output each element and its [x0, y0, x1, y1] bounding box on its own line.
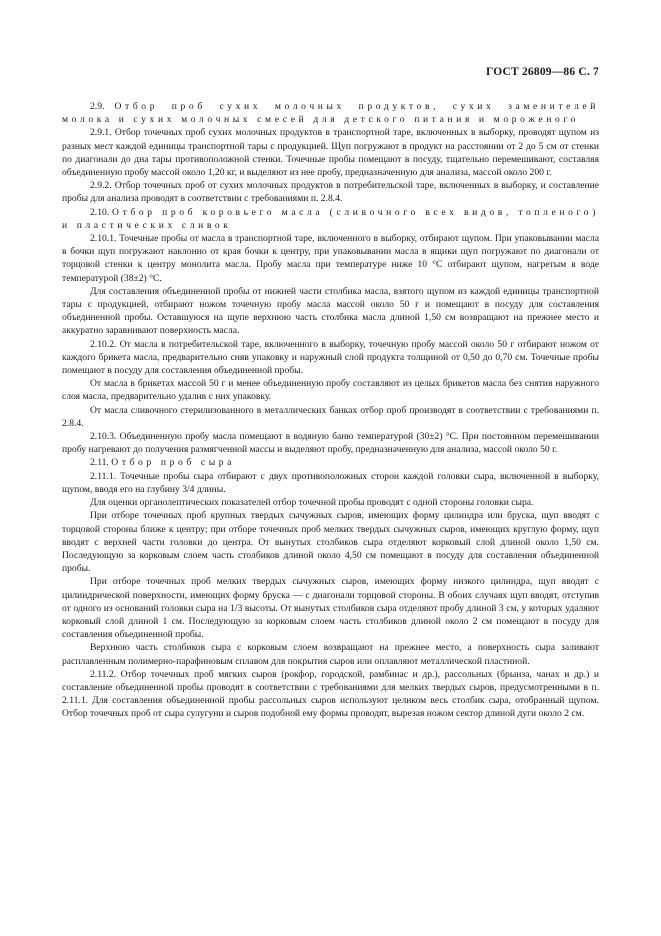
section-title: Отбор проб коровьего масла (сливочного всех видов, топленого) и пластических сливок	[62, 206, 599, 231]
paragraph: От масла в брикетах массой 50 г и менее объединенную пробу составляют из целых брикетов масла без снятия наружного слоя масла, предварительно удалив с них упаковку.	[62, 378, 599, 403]
section-title: Отбор проб сыра	[111, 457, 236, 469]
paragraph: 2.11.1. Точечные пробы сыра отбирают с двух противоположных сторон каждой головки сыра, включенной в выборку, щупом, вводя его на глубину 3/4 длины.	[62, 470, 599, 495]
paragraph: При отборе точечных проб крупных твердых сычужных сыров, имеющих форму цилиндра или бруска, щуп вводят с торцовой стороны ближе к центру; при отборе точечных проб мелких твердых сычужных сыров, имеющих круглую форму, щуп вводят с верхней части головки до центра. От вынутых столбиков сыра отделяют корковый слой длиной около 1,50 см. Последующую за корковым слоем часть столбиков длиной около 4,50 см помещают в посуду для составления объединенной пробы.	[62, 510, 599, 575]
section-heading-2-9	[62, 100, 599, 126]
paragraph: 2.9.1. Отбор точечных проб сухих молочных продуктов в транспортной таре, включенных в выборку, проводят щупом из разных мест каждой единицы транспортной тары с продукцией. Щуп погружают в продукт на расстоянии от 2 до 5 см от стенки по диагонали до дна тары противоположной стенки. Точечные пробы помещают в посуду, тщательно перемешивают, составляя объединенную пробу массой около 1,20 кг, и выделяют из нее пробу, предназначенную для анализа, массой около 200 г.	[62, 127, 599, 179]
paragraph: 2.11.2. Отбор точечных проб мягких сыров (рокфор, городской, рамбинас и др.), рассольных (брынза, чанах и др.) и составление объединенной пробы проводят в соответствии с требованиями для мелких твердых сыров, предусмотренными в п. 2.11.1. Для составления объединенной пробы рассольных сыров используют целиком весь столбик сыра, отобранный щупом. Отбор точечных проб от сыра сулугуни и сыров подобной ему формы проводят, вырезая ножом сектор длиной дуги около 2 см.	[62, 668, 599, 720]
paragraph: 2.10.1. Точечные пробы от масла в транспортной таре, включенного в выборку, отбирают щупом. При упаковывании масла в бочки щуп погружают наклонно от края бочки к центру, при упаковывании масла в ящики щуп погружают по диагонали от торцовой стенки к центру монолита масла. Пробу масла при температуре ниже 10 °С отбирают щупом, нагретым в воде температурой (38±2) °С.	[62, 233, 599, 284]
paragraph: Верхнюю часть столбиков сыра с корковым слоем возвращают на прежнее место, а поверхность сыра заливают расплавленным полимерно-парафиновым сплавом для покрытия сыров или оплавляют металлической пластиной.	[62, 642, 599, 667]
paragraph: 2.9.2. Отбор точечных проб от сухих молочных продуктов в потребительской таре, включенных в выборку, и составление пробы для анализа проводят в соответствии с требованиями п. 2.8.4.	[62, 180, 599, 205]
paragraph: От масла сливочного стерилизованного в металлических банках отбор проб производят в соответствии с требованиями п. 2.8.4.	[62, 404, 599, 429]
section-number: 2.9.	[90, 101, 105, 112]
section-heading-2-10	[62, 206, 599, 232]
section-heading-2-11	[62, 456, 599, 469]
page-header: ГОСТ 26809—86 С. 7	[486, 66, 599, 78]
section-number: 2.10.	[90, 206, 110, 218]
paragraph: 2.10.3. Объединенную пробу масла помещают в водяную баню температурой (30±2) °С. При постоянном перемешивании пробу нагревают до получения размягченной массы и выделяют пробу, предназначенную для анализа, массой около 50 г.	[62, 431, 599, 456]
paragraph: Для составления объединенной пробы от нижней части столбика масла, взятого щупом из каждой единицы транспортной тары с продукцией, отбирают ножом точечную пробу масла массой около 50 г и помещают в посуду для составления объединенной пробы. Оставшуюся на щупе верхнюю часть столбика масла длиной 1,50 см возвращают на прежнее место и аккуратно заравнивают поверхность масла.	[62, 285, 599, 337]
document-body	[62, 100, 599, 721]
paragraph: При отборе точечных проб мелких твердых сычужных сыров, имеющих форму низкого цилиндра, щуп вводят с цилиндрической поверхности, имеющих форму бруска — с диагонали торцовой стороны. В обоих случаях щуп вводят, отступив от одного из оснований головки сыра на 1/3 высоты. От вынутых столбиков сыра отделяют пробу длиной 3 см, у которых удаляют корковый слой длиной 1 см. Последующую за корковым слоем часть столбиков длиной около 2 см помещают в посуду для составления объединенной пробы.	[62, 576, 599, 641]
section-number: 2.11.	[90, 457, 109, 469]
section-title: Отбор проб сухих молочных продуктов, сухих заменителей молока и сухих молочных смесей для детского питания и мороженого	[62, 101, 599, 126]
paragraph: 2.10.2. От масла в потребительской таре, включенного в выборку, точечную пробу массой около 50 г отбирают ножом от каждого брикета масла, предварительно сняв упаковку и наружный слой продукта толщиной от 0,50 до 0,70 см. Точечные пробы помещают в посуду для составления объединенной пробы.	[62, 338, 599, 377]
paragraph: Для оценки органолептических показателей отбор точечной пробы проводят с одной стороны головки сыра.	[90, 497, 534, 509]
